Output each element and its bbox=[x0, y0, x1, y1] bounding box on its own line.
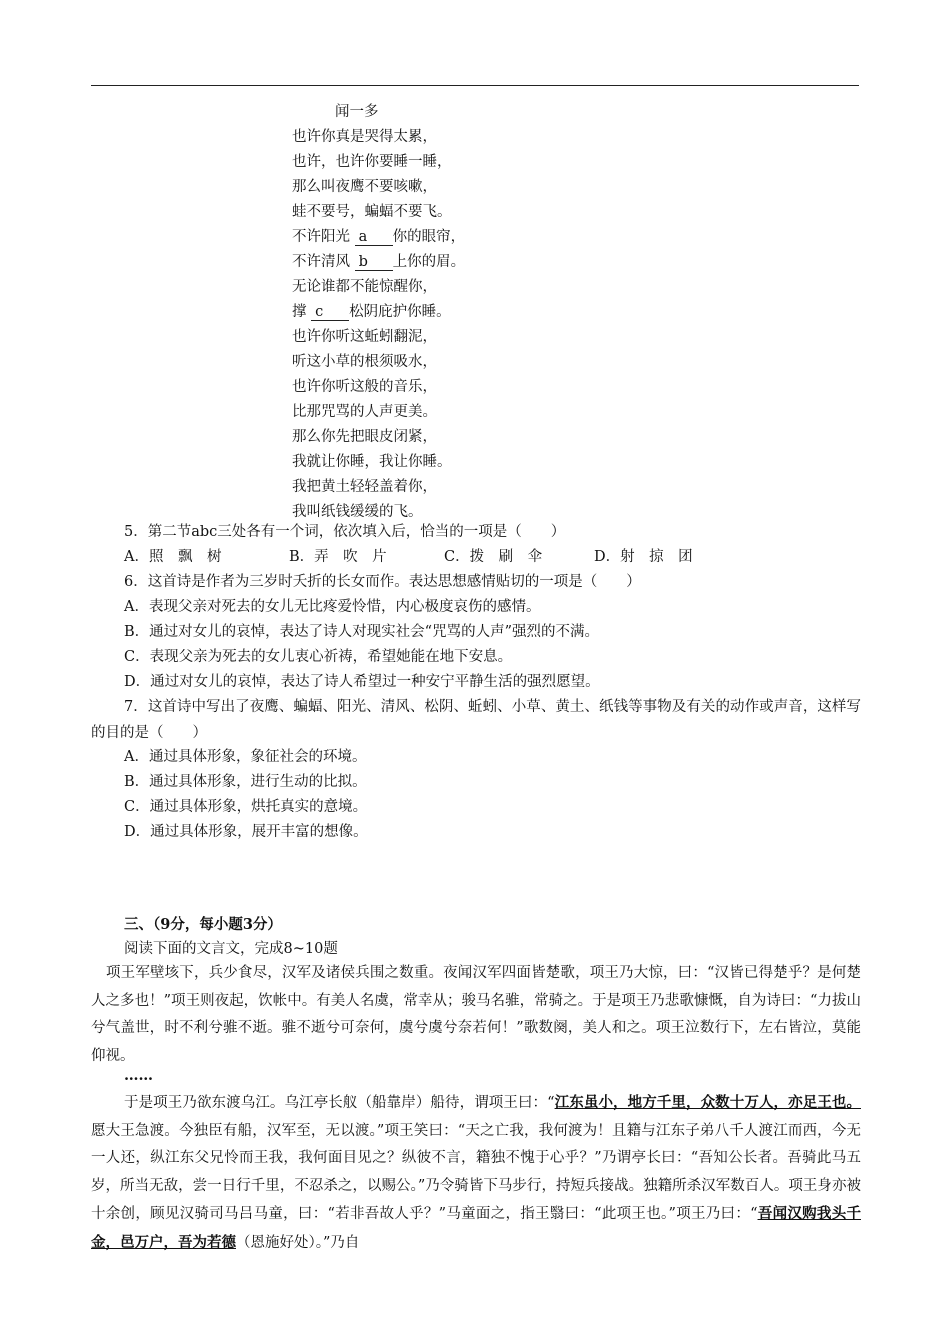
poem-line: 我就让你睡，我让你睡。 bbox=[292, 454, 452, 470]
option-a: A．通过具体形象，象征社会的环境。 bbox=[124, 749, 367, 765]
passage-paragraph-1: 项王军壁垓下，兵少食尽，汉军及诸侯兵围之数重。夜闻汉军四面皆楚歌，项王乃大惊，曰：“汉皆已得楚乎？是何楚人之多也！”项王则夜起，饮帐中。有美人名虞，常幸从；骏马名骓，常骑之。于是项王乃悲歌慷慨，自为诗曰：“力拔山兮气盖世，时不利兮骓不逝。骓不逝兮可奈何，虞兮虞兮奈若何！”歌数阕，美人和之。项王泣数行下，左右皆泣，莫能仰视。 bbox=[91, 965, 861, 1064]
poem-line-blank-b: 不许清风 b 上你的眉。 bbox=[292, 254, 466, 270]
ellipsis: …… bbox=[124, 1067, 153, 1084]
poem-line: 比那咒骂的人声更美。 bbox=[292, 404, 437, 420]
option-d: D．射 掠 团 bbox=[594, 549, 693, 565]
section-3-heading: 三、（9分，每小题3分） bbox=[124, 916, 282, 933]
option-b: B．弄 吹 片 bbox=[289, 549, 387, 565]
poem-line-blank-c: 撑 c 松阴庇护你睡。 bbox=[292, 304, 451, 320]
option-d: D．通过对女儿的哀悼，表达了诗人希望过一种安宁平静生活的强烈愿望。 bbox=[124, 674, 600, 690]
blank-c: c bbox=[311, 304, 349, 321]
passage-paragraph-2: 于是项王乃欲东渡乌江。乌江亭长舣（船靠岸）船待，谓项王曰：“江东虽小，地方千里，众数十万人，亦足王也。愿大王急渡。今独臣有船，汉军至，无以渡。”项王笑曰：“天之亡我，我何渡为！且籍与江东子弟八千人渡江而西，今无一人还，纵江东父兄怜而王我，我何面目见之？纵彼不言，籍独不愧于心乎？”乃谓亭长曰：“吾知公长者。吾骑此马五岁，所当无敌，尝一日行千里，不忍杀之，以赐公。”乃令骑皆下马步行，持短兵接战。独籍所杀汉军数百人。项王身亦被十余创，顾见汉骑司马吕马童，曰：“若非吾故人乎？”马童面之，指王翳曰：“此项王也。”项王乃曰：“吾闻汉购我头千金，邑万户，吾为若德（恩施好处）。”乃自 bbox=[91, 1094, 861, 1251]
underlined-sentence-1: 江东虽小，地方千里，众数十万人，亦足王也。 bbox=[554, 1094, 861, 1111]
blank-b: b bbox=[355, 254, 393, 271]
poem-line: 那么你先把眼皮闭紧， bbox=[292, 429, 437, 445]
poem-line: 蛙不要号，蝙蝠不要飞。 bbox=[292, 204, 452, 220]
option-c: C．表现父亲为死去的女儿衷心祈祷，希望她能在地下安息。 bbox=[124, 649, 513, 665]
option-a: A．照 飘 树 bbox=[124, 549, 222, 565]
poem-line: 那么叫夜鹰不要咳嗽， bbox=[292, 179, 437, 195]
question-5-options bbox=[124, 545, 693, 569]
question-5-stem: 5．第二节abc三处各有一个词，依次填入后，恰当的一项是（ ） bbox=[124, 524, 566, 540]
option-b: B．通过具体形象，进行生动的比拟。 bbox=[124, 774, 367, 790]
poem-body bbox=[292, 125, 465, 525]
underlined-sentence-2: 吾闻汉购我头千金，邑万户，吾为若德 bbox=[91, 1205, 861, 1251]
poem-line: 也许你听这蚯蚓翻泥， bbox=[292, 329, 437, 345]
section-3-instruction: 阅读下面的文言文，完成8~10题 bbox=[124, 941, 338, 957]
question-7-stem: 7．这首诗中写出了夜鹰、蝙蝠、阳光、清风、松阴、蚯蚓、小草、黄土、纸钱等事物及有关的动作或声音，这样写的目的是（ ） bbox=[91, 699, 861, 741]
option-d: D．通过具体形象，展开丰富的想像。 bbox=[124, 824, 368, 840]
poem-line: 也许，也许你要睡一睡， bbox=[292, 154, 452, 170]
option-c: C．通过具体形象，烘托真实的意境。 bbox=[124, 799, 368, 815]
poem-line: 听这小草的根须吸水， bbox=[292, 354, 437, 370]
poem-author: 闻一多 bbox=[335, 104, 379, 120]
poem-line: 我把黄土轻轻盖着你， bbox=[292, 479, 437, 495]
poem-line-blank-a: 不许阳光 a 你的眼帘， bbox=[292, 229, 466, 245]
header-rule bbox=[91, 85, 859, 86]
option-a: A．表现父亲对死去的女儿无比疼爱怜惜，内心极度哀伤的感情。 bbox=[124, 599, 541, 615]
poem-line: 也许你真是哭得太累， bbox=[292, 129, 437, 145]
poem-line: 也许你听这般的音乐， bbox=[292, 379, 437, 395]
poem-line: 无论谁都不能惊醒你， bbox=[292, 279, 437, 295]
option-b: B．通过对女儿的哀悼，表达了诗人对现实社会“咒骂的人声”强烈的不满。 bbox=[124, 624, 599, 640]
poem-line: 我叫纸钱缓缓的飞。 bbox=[292, 504, 423, 520]
question-6-stem: 6．这首诗是作者为三岁时夭折的长女而作。表达思想感情贴切的一项是（ ） bbox=[124, 574, 641, 590]
option-c: C．拨 刷 伞 bbox=[444, 549, 543, 565]
blank-a: a bbox=[355, 229, 393, 246]
